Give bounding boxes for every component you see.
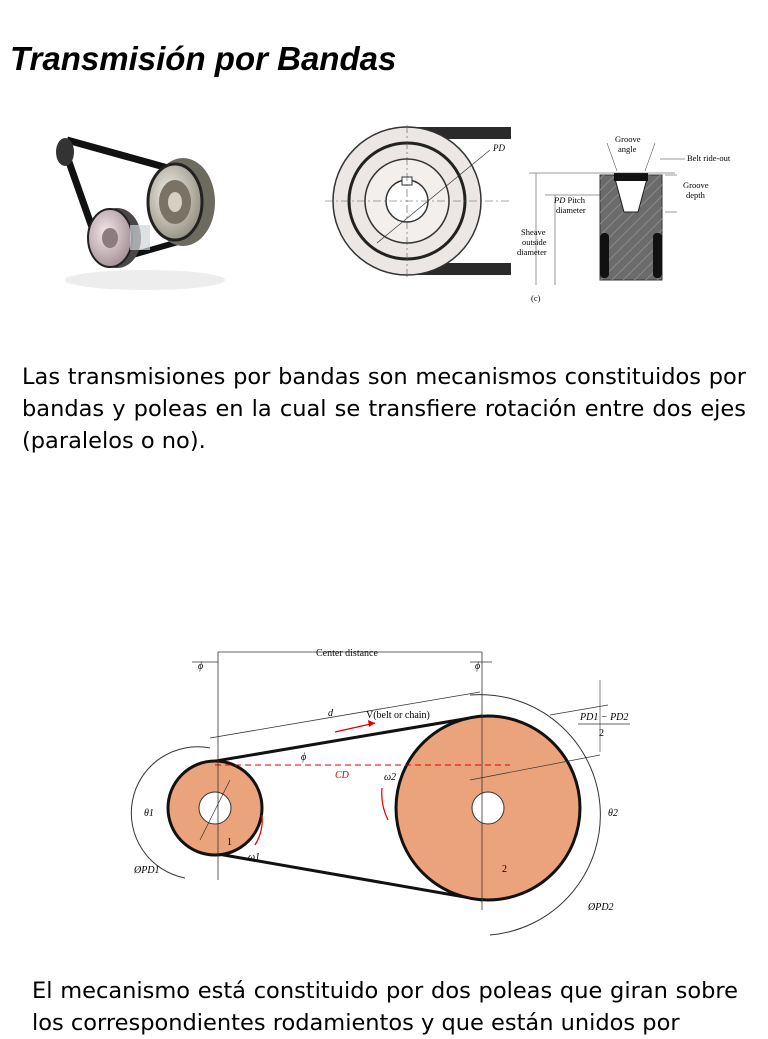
figure-caption: (c) [531, 293, 541, 303]
center-distance-label: Center distance [316, 648, 378, 659]
theta2-label: θ2 [608, 808, 618, 819]
belt-drive-3d-illustration [45, 130, 225, 295]
groove-depth-label: Groove depth [683, 180, 709, 200]
pd-difference-denominator: 2 [599, 728, 604, 739]
omega2-label: ω2 [384, 772, 397, 783]
pitch-diameter-label: PD Pitch diameter [554, 195, 586, 215]
pulley2-label: 2 [502, 864, 507, 875]
phi-label-right: ϕ [475, 661, 481, 672]
pulley1-label: 1 [227, 837, 232, 848]
page-title: Transmisión por Bandas [10, 40, 397, 77]
pd-label: PD [493, 143, 505, 153]
phi-label-left: ϕ [198, 661, 204, 672]
pd2-label: ØPD2 [588, 902, 614, 913]
omega1-label: ω1 [248, 852, 261, 863]
pd1-label: ØPD1 [134, 865, 160, 876]
paragraph-mechanism: El mecanismo está constituido por dos poleas que giran sobre los correspondientes rodamientos y que están unidos por [32, 978, 738, 1036]
pd-difference-numerator: PD1 − PD2 [580, 712, 629, 723]
cd-label: CD [335, 770, 349, 781]
sheave-diagram [325, 125, 745, 310]
groove-angle-label: Groove angle [615, 134, 641, 154]
belt-ride-out-label: Belt ride-out [687, 153, 731, 163]
belt-label: V(belt or chain) [366, 710, 430, 721]
theta1-label: θ1 [144, 808, 154, 819]
belt-drive-geometry-diagram [130, 640, 650, 945]
phi-label-center: ϕ [301, 752, 307, 763]
d-label: d [328, 708, 333, 719]
paragraph-intro: Las transmisiones por bandas son mecanismos constituidos por bandas y poleas en la cual se transfiere rotación entre dos ejes (paralelos o no). [22, 364, 746, 454]
sheave-outside-diameter-label: Sheave outside diameter [517, 227, 547, 257]
